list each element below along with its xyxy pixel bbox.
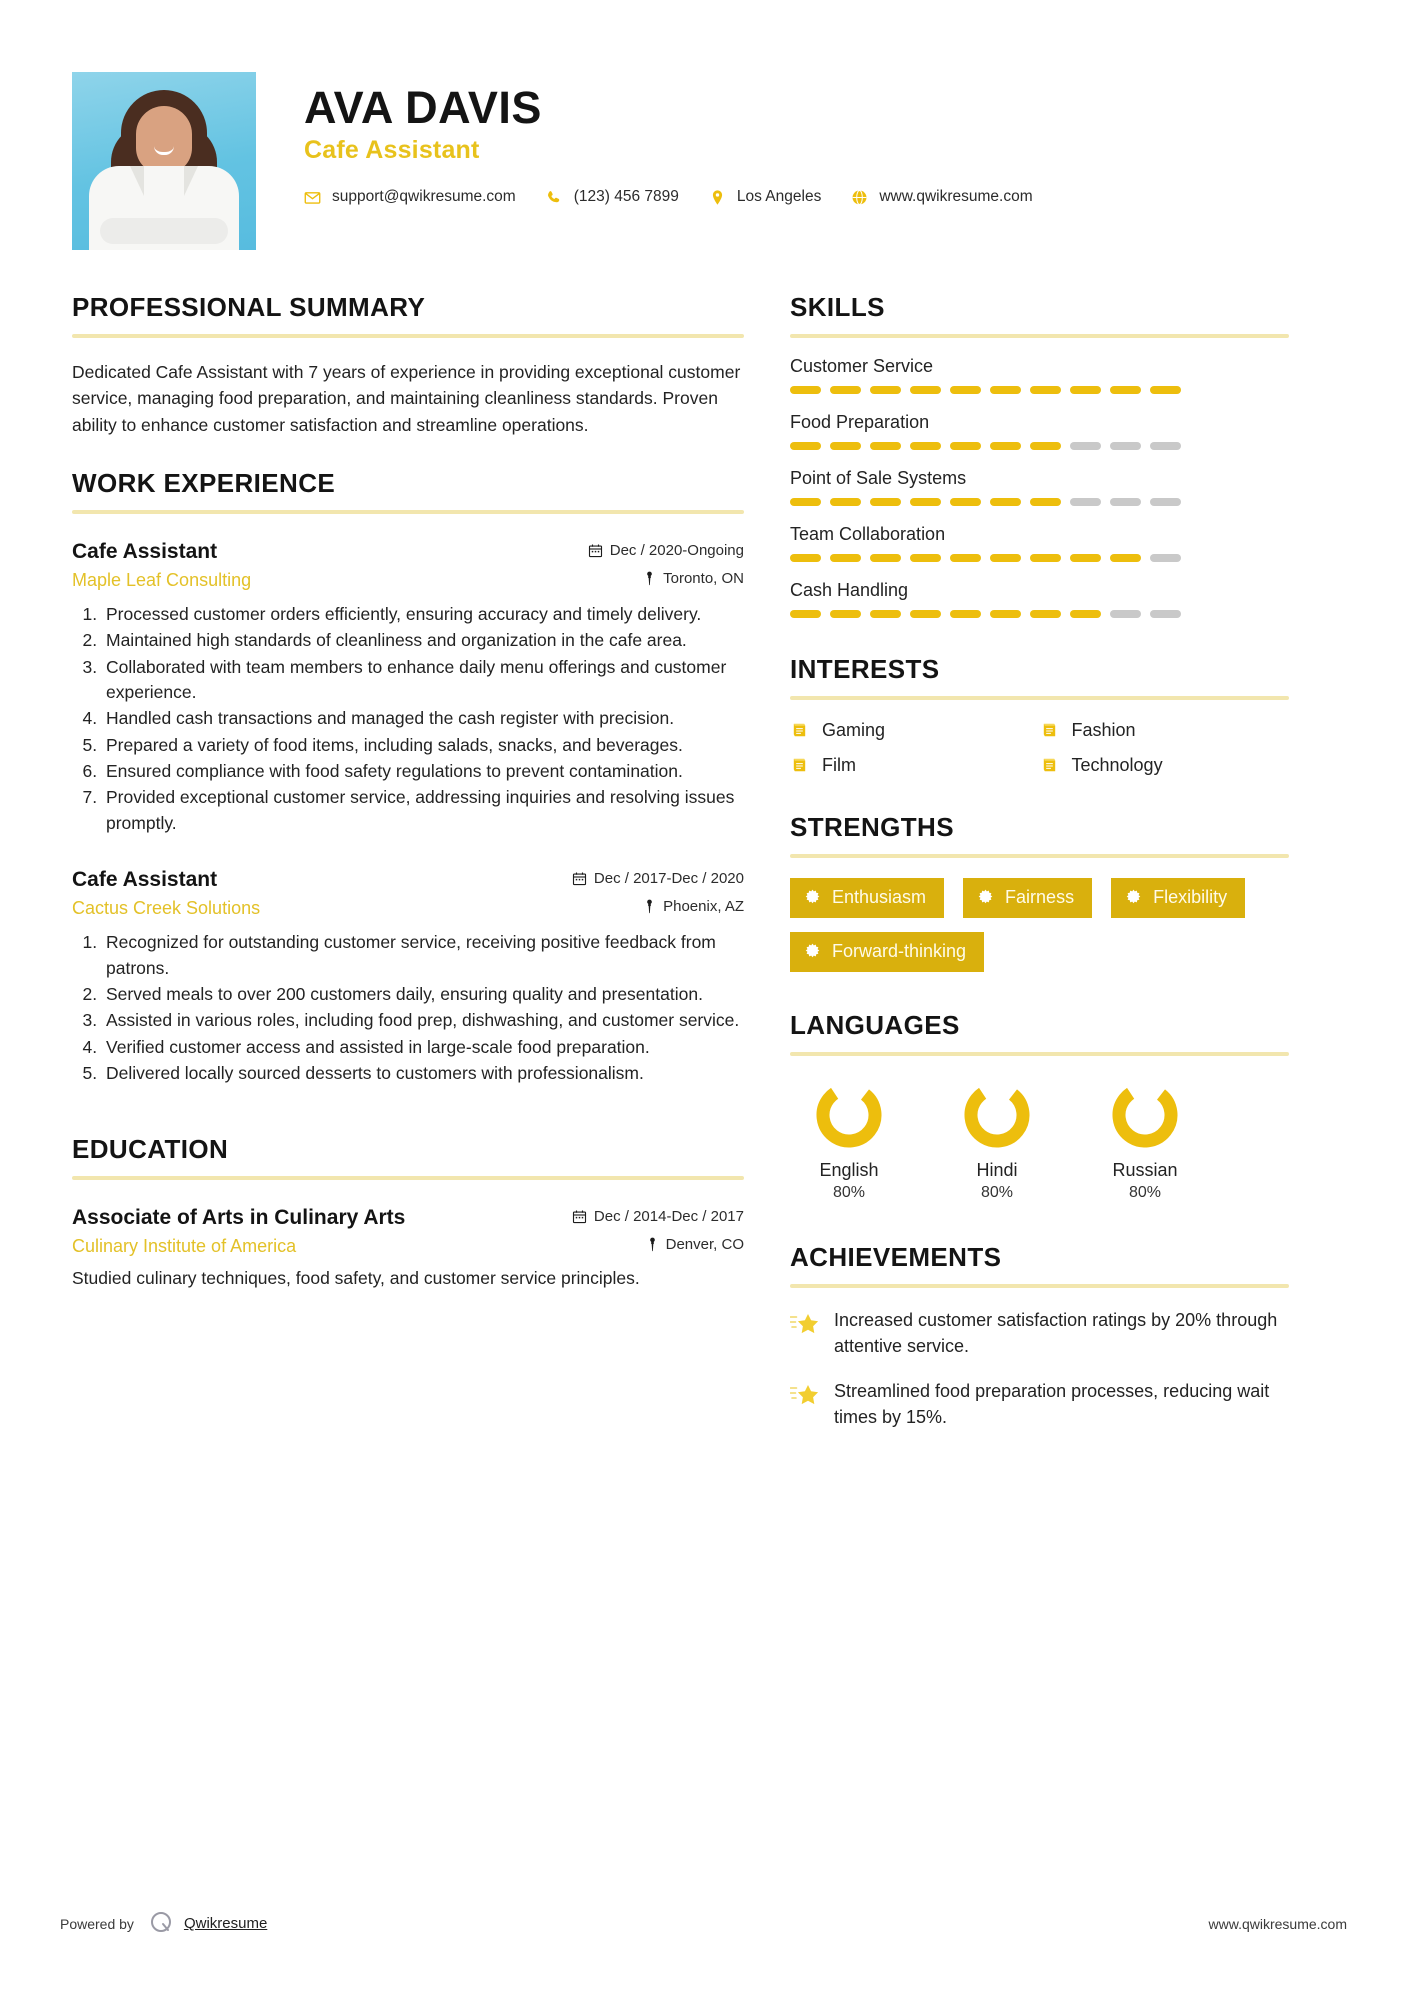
- book-icon: [1040, 756, 1059, 775]
- skill-rating: [790, 554, 1289, 562]
- section-professional-summary: [72, 292, 744, 438]
- interest-label: Film: [822, 755, 856, 775]
- interest-label: Fashion: [1071, 720, 1136, 740]
- list-item: 5. Delivered locally sourced desserts to customers with professionalism.: [102, 1061, 744, 1086]
- skill-label: Cash Handling: [790, 580, 909, 600]
- achievements-list: [790, 1308, 1289, 1430]
- contact-location-text: Los Angeles: [736, 188, 822, 206]
- skill-dash: [910, 442, 941, 450]
- skill-item: [790, 580, 1289, 618]
- strength-label: Enthusiasm: [832, 887, 927, 907]
- strength-label: Flexibility: [1153, 887, 1228, 907]
- section-skills: [790, 292, 1289, 618]
- list-item: 1. Processed customer orders efficiently, ensuring accuracy and timely delivery.: [102, 602, 744, 627]
- degree-title: Associate of Arts in Culinary Arts: [72, 1206, 406, 1230]
- contact-email[interactable]: [304, 188, 516, 206]
- burst-icon: [1125, 889, 1142, 906]
- summary-text: Dedicated Cafe Assistant with 7 years of experience in providing exceptional customer service, managing food preparation, and maintaining cleanliness standards. Proven ability to enhance customer satisfaction and streamline operations.: [72, 362, 741, 435]
- location-pin-icon: [709, 189, 726, 206]
- skill-dash: [830, 386, 861, 394]
- skill-dash: [1110, 386, 1141, 394]
- education-location: [646, 1236, 744, 1253]
- skill-dash: [910, 498, 941, 506]
- list-item: 1. Recognized for outstanding customer service, receiving positive feedback from patrons.: [102, 930, 744, 981]
- book-icon: [790, 721, 809, 740]
- section-education: [72, 1134, 744, 1292]
- strength-badge: [963, 878, 1092, 918]
- languages-heading: LANGUAGES: [790, 1010, 960, 1040]
- skill-label: Customer Service: [790, 356, 934, 376]
- job-location-text: Phoenix, AZ: [663, 898, 744, 916]
- achievements-heading: ACHIEVEMENTS: [790, 1242, 1002, 1272]
- education-heading: EDUCATION: [72, 1134, 229, 1165]
- skill-dash: [990, 610, 1021, 618]
- interests-list: [790, 720, 1289, 776]
- skill-dash: [1110, 442, 1141, 450]
- skill-dash: [1030, 554, 1061, 562]
- profile-photo: [72, 72, 256, 250]
- list-item: 6. Ensured compliance with food safety regulations to prevent contamination.: [102, 759, 744, 784]
- photo-face: [136, 106, 192, 174]
- powered-by-block: [60, 1909, 267, 1938]
- strength-badge: [790, 932, 984, 972]
- skill-dash: [830, 610, 861, 618]
- job-date-text: Dec / 2017-Dec / 2020: [593, 870, 744, 888]
- map-pin-icon: [646, 1237, 659, 1252]
- strength-label: Fairness: [1005, 887, 1075, 907]
- education-date-text: Dec / 2014-Dec / 2017: [593, 1208, 744, 1226]
- skill-item: [790, 524, 1289, 562]
- skills-heading: SKILLS: [790, 292, 885, 322]
- skill-rating: [790, 442, 1289, 450]
- calendar-icon: [572, 871, 587, 886]
- section-achievements: [790, 1242, 1289, 1430]
- candidate-name: AVA DAVIS: [304, 82, 542, 133]
- calendar-icon: [572, 1209, 587, 1224]
- resume-header: [72, 72, 1335, 258]
- list-item: 3. Assisted in various roles, including food prep, dishwashing, and customer service.: [102, 1008, 744, 1033]
- language-label: English: [819, 1160, 879, 1180]
- left-column: [72, 292, 790, 1430]
- skill-dash: [1150, 610, 1181, 618]
- resume-body: [72, 292, 1335, 1430]
- strength-badge: [1111, 878, 1245, 918]
- education-entry: [72, 1206, 744, 1292]
- calendar-icon: [588, 543, 603, 558]
- contact-website[interactable]: [851, 188, 1032, 206]
- envelope-icon: [304, 189, 321, 206]
- photo-collar-right: [184, 166, 198, 196]
- interest-item: [790, 755, 1040, 776]
- qwikresume-brand-link[interactable]: Qwikresume: [183, 1915, 268, 1932]
- skill-item: [790, 468, 1289, 506]
- star-icon: [790, 1308, 824, 1359]
- skill-dash: [910, 386, 941, 394]
- skill-label: Food Preparation: [790, 412, 930, 432]
- section-divider: [790, 854, 1289, 858]
- book-icon: [1040, 721, 1059, 740]
- strength-badge: [790, 878, 944, 918]
- work-heading: WORK EXPERIENCE: [72, 467, 336, 498]
- skill-dash: [790, 498, 821, 506]
- skill-dash: [990, 498, 1021, 506]
- section-divider: [790, 334, 1289, 338]
- skill-dash: [870, 442, 901, 450]
- job-bullets: [72, 602, 744, 836]
- list-item: 2. Maintained high standards of cleanliness and organization in the cafe area.: [102, 628, 744, 653]
- skill-dash: [1070, 498, 1101, 506]
- skill-dash: [1150, 386, 1181, 394]
- work-entry: [72, 540, 744, 836]
- skill-dash: [790, 386, 821, 394]
- list-item: 4. Verified customer access and assisted in large-scale food preparation.: [102, 1035, 744, 1060]
- contact-website-text: www.qwikresume.com: [879, 188, 1033, 206]
- burst-icon: [977, 889, 994, 906]
- education-date: [572, 1208, 744, 1225]
- skill-dash: [790, 554, 821, 562]
- skill-dash: [870, 554, 901, 562]
- language-item: [790, 1078, 908, 1202]
- strength-label: Forward-thinking: [832, 941, 967, 961]
- skill-label: Point of Sale Systems: [790, 468, 967, 488]
- list-item: 7. Provided exceptional customer service, addressing inquiries and resolving issues promptly.: [102, 785, 744, 836]
- skill-dash: [1150, 498, 1181, 506]
- contact-phone-text: (123) 456 7899: [573, 188, 679, 206]
- job-date: [572, 870, 744, 887]
- skills-list: [790, 356, 1289, 618]
- language-percent: 80%: [980, 1184, 1014, 1201]
- language-item: [938, 1078, 1056, 1202]
- education-location-text: Denver, CO: [665, 1236, 744, 1254]
- candidate-role: Cafe Assistant: [304, 136, 480, 165]
- burst-icon: [804, 889, 821, 906]
- achievement-text: Streamlined food preparation processes, reducing wait times by 15%.: [834, 1381, 1270, 1427]
- job-date: [588, 542, 744, 559]
- skill-dash: [1110, 498, 1141, 506]
- contact-phone[interactable]: [546, 188, 679, 206]
- skill-dash: [950, 610, 981, 618]
- job-location: [643, 570, 744, 587]
- skill-dash: [1030, 610, 1061, 618]
- skill-dash: [950, 498, 981, 506]
- languages-list: [790, 1078, 1289, 1202]
- skill-dash: [1110, 554, 1141, 562]
- company-name: Cactus Creek Solutions: [72, 898, 261, 919]
- skill-dash: [830, 498, 861, 506]
- job-location: [643, 898, 744, 915]
- photo-arms: [100, 218, 228, 244]
- language-percent: 80%: [832, 1184, 866, 1201]
- skill-dash: [870, 610, 901, 618]
- job-bullets: [72, 930, 744, 1086]
- achievement-item: [790, 1308, 1289, 1359]
- skill-dash: [950, 554, 981, 562]
- school-name: Culinary Institute of America: [72, 1236, 297, 1257]
- section-divider: [790, 1284, 1289, 1288]
- skill-dash: [1030, 442, 1061, 450]
- skill-dash: [870, 386, 901, 394]
- contact-row: [304, 188, 1335, 206]
- language-label: Russian: [1112, 1160, 1178, 1180]
- footer-website[interactable]: www.qwikresume.com: [1208, 1915, 1347, 1932]
- language-percent: 80%: [1128, 1184, 1162, 1201]
- skill-rating: [790, 498, 1289, 506]
- photo-collar-left: [130, 166, 144, 196]
- burst-icon: [804, 943, 821, 960]
- skill-dash: [1150, 554, 1181, 562]
- skill-rating: [790, 610, 1289, 618]
- powered-by-label: Powered by: [60, 1915, 134, 1932]
- list-item: 2. Served meals to over 200 customers daily, ensuring quality and presentation.: [102, 982, 744, 1007]
- skill-dash: [1110, 610, 1141, 618]
- section-strengths: [790, 812, 1289, 972]
- list-item: 5. Prepared a variety of food items, including salads, snacks, and beverages.: [102, 733, 744, 758]
- skill-dash: [910, 610, 941, 618]
- skill-dash: [1030, 386, 1061, 394]
- list-item: 3. Collaborated with team members to enhance daily menu offerings and customer experience.: [102, 655, 744, 706]
- skill-item: [790, 356, 1289, 394]
- globe-icon: [851, 189, 868, 206]
- skill-dash: [1070, 554, 1101, 562]
- skill-label: Team Collaboration: [790, 524, 946, 544]
- skill-dash: [830, 554, 861, 562]
- skill-dash: [910, 554, 941, 562]
- strengths-heading: STRENGTHS: [790, 812, 954, 842]
- skill-dash: [990, 554, 1021, 562]
- language-item: [1086, 1078, 1204, 1202]
- skill-dash: [830, 442, 861, 450]
- job-title: Cafe Assistant: [72, 539, 218, 563]
- skill-rating: [790, 386, 1289, 394]
- job-location-text: Toronto, ON: [663, 569, 744, 587]
- map-pin-icon: [643, 899, 656, 914]
- interest-item: [790, 720, 1040, 741]
- strengths-list: [790, 878, 1289, 972]
- language-donut-chart: [960, 1078, 1034, 1152]
- job-title: Cafe Assistant: [72, 868, 218, 892]
- header-text-block: [256, 72, 1335, 206]
- language-donut-chart: [1108, 1078, 1182, 1152]
- skill-dash: [950, 442, 981, 450]
- section-divider: [72, 334, 744, 338]
- right-column: [790, 292, 1289, 1430]
- star-icon: [790, 1379, 824, 1430]
- interest-label: Technology: [1071, 755, 1163, 775]
- section-interests: [790, 654, 1289, 776]
- interests-heading: INTERESTS: [790, 654, 940, 684]
- skill-dash: [1150, 442, 1181, 450]
- skill-dash: [790, 610, 821, 618]
- skill-dash: [990, 386, 1021, 394]
- skill-dash: [790, 442, 821, 450]
- section-divider: [72, 510, 744, 514]
- contact-email-text: support@qwikresume.com: [332, 188, 516, 206]
- section-languages: [790, 1010, 1289, 1202]
- skill-dash: [1070, 386, 1101, 394]
- skill-dash: [1070, 442, 1101, 450]
- interest-item: [1040, 720, 1290, 741]
- qwikresume-logo-icon: [148, 1909, 174, 1938]
- language-label: Hindi: [976, 1160, 1018, 1180]
- page-footer: [60, 1909, 1347, 1938]
- section-divider: [790, 1052, 1289, 1056]
- list-item: 4. Handled cash transactions and managed the cash register with precision.: [102, 706, 744, 731]
- company-name: Maple Leaf Consulting: [72, 569, 252, 590]
- work-entry: [72, 868, 744, 1086]
- skill-dash: [950, 386, 981, 394]
- achievement-text: Increased customer satisfaction ratings by 20% through attentive service.: [834, 1310, 1278, 1356]
- book-icon: [790, 756, 809, 775]
- education-description: Studied culinary techniques, food safety, and customer service principles.: [72, 1268, 640, 1289]
- section-divider: [72, 1176, 744, 1180]
- skill-item: [790, 412, 1289, 450]
- summary-heading: PROFESSIONAL SUMMARY: [72, 292, 426, 322]
- skill-dash: [870, 498, 901, 506]
- interest-label: Gaming: [822, 720, 886, 740]
- section-work-experience: [72, 468, 744, 1087]
- achievement-item: [790, 1379, 1289, 1430]
- phone-icon: [546, 189, 563, 206]
- section-divider: [790, 696, 1289, 700]
- skill-dash: [1030, 498, 1061, 506]
- job-date-text: Dec / 2020-Ongoing: [609, 541, 744, 559]
- language-donut-chart: [812, 1078, 886, 1152]
- skill-dash: [1070, 610, 1101, 618]
- skill-dash: [990, 442, 1021, 450]
- map-pin-icon: [643, 571, 656, 586]
- contact-location: [709, 188, 821, 206]
- interest-item: [1040, 755, 1290, 776]
